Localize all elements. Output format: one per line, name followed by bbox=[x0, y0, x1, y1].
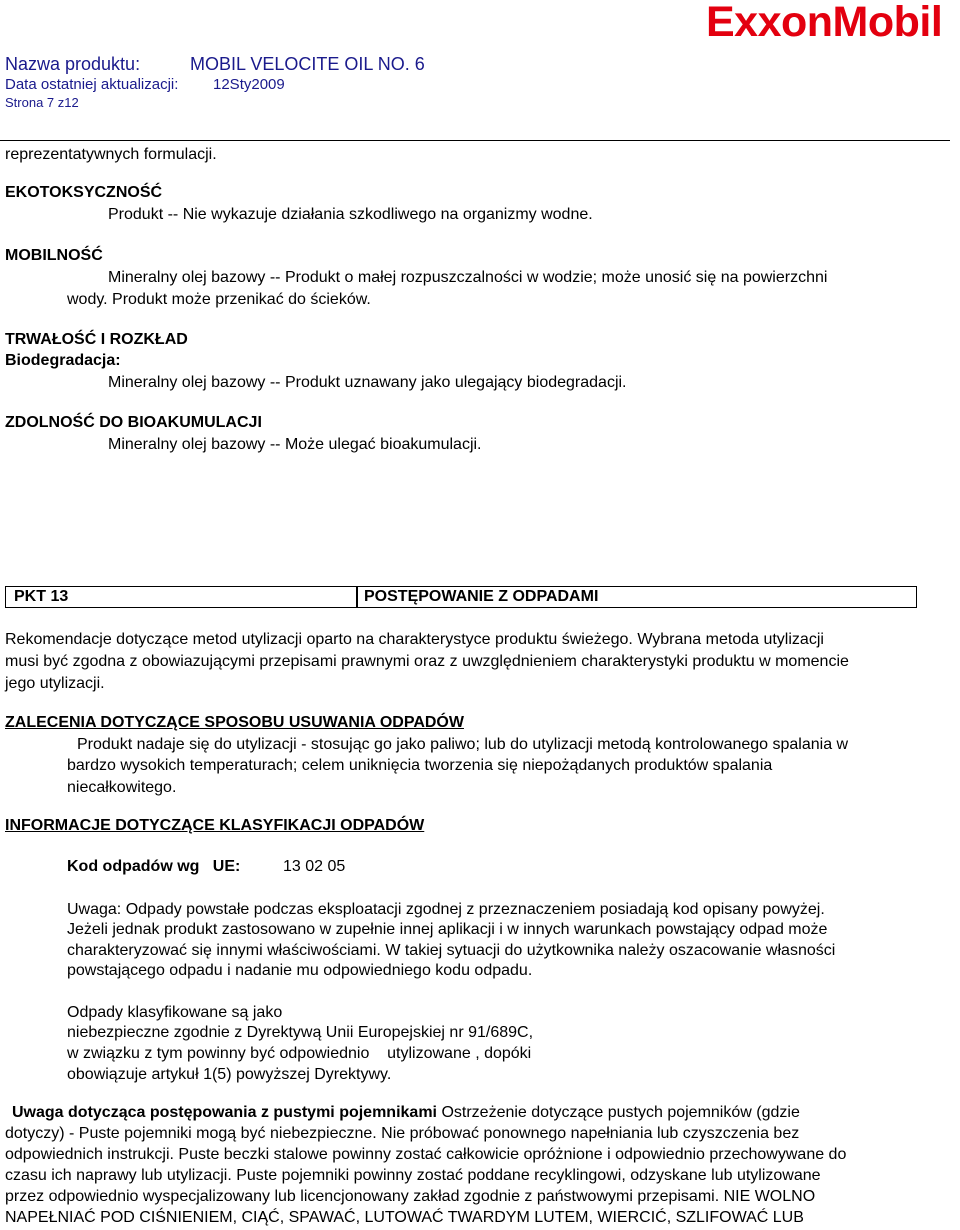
hazard-line-3: w związku z tym powinny być odpowiednio utylizowane , dopóki bbox=[67, 1045, 532, 1062]
disposal-line-1: Produkt nadaje się do utylizacji - stosując go jako paliwo; lub do utylizacji metodą kontrolowanego spalania w bbox=[77, 736, 849, 753]
containers-first-line bbox=[12, 1104, 800, 1122]
mobility-heading: MOBILNOŚĆ bbox=[5, 247, 103, 264]
waste-code-value: 13 02 05 bbox=[283, 858, 346, 875]
section-title: POSTĘPOWANIE Z ODPADAMI bbox=[364, 588, 599, 605]
hazard-line-4: obowiązuje artykuł 1(5) powyższej Dyrektywy. bbox=[67, 1066, 392, 1083]
header-divider bbox=[0, 140, 950, 141]
note-line-1: Uwaga: Odpady powstałe podczas eksploatacji zgodnej z przeznaczeniem posiadają kod opisany powyżej. bbox=[67, 901, 825, 918]
section-13-header bbox=[5, 586, 917, 608]
disposal-heading: ZALECENIA DOTYCZĄCE SPOSOBU USUWANIA ODPADÓW bbox=[5, 714, 464, 731]
note-line-2: Jeżeli jednak produkt zastosowano w zupełnie innej aplikacji i w innych warunkach powstający odpad może bbox=[67, 921, 828, 938]
ecotoxicity-text: Produkt -- Nie wykazuje działania szkodliwego na organizmy wodne. bbox=[108, 206, 593, 223]
persistence-heading: TRWAŁOŚĆ I ROZKŁAD bbox=[5, 331, 188, 348]
section-number: PKT 13 bbox=[14, 588, 69, 605]
disposal-line-3: niecałkowitego. bbox=[67, 779, 177, 796]
company-logo: ExxonMobil bbox=[706, 0, 943, 46]
waste-code-label: Kod odpadów wg UE: bbox=[67, 858, 241, 875]
section-13-line-1: Rekomendacje dotyczące metod utylizacji oparto na charakterystyce produktu świeżego. Wybrana metoda utylizacji bbox=[5, 631, 824, 648]
section-13-line-2: musi być zgodna z obowiazującymi przepisami prawnymi oraz z uwzględnieniem charakterystyki produktu w momencie bbox=[5, 653, 849, 670]
ecotoxicity-heading: EKOTOKSYCZNOŚĆ bbox=[5, 184, 163, 201]
page-number: Strona 7 z12 bbox=[5, 95, 79, 110]
section-header-divider bbox=[356, 587, 358, 607]
note-line-4: powstającego odpadu i nadanie mu odpowiedniego kodu odpadu. bbox=[67, 962, 533, 979]
mobility-line-2: wody. Produkt może przenikać do ścieków. bbox=[67, 291, 371, 308]
intro-line: reprezentatywnych formulacji. bbox=[5, 146, 217, 163]
containers-line-2: dotyczy) - Puste pojemniki mogą być niebezpieczne. Nie próbować ponownego napełniania lub czyszczenia bez bbox=[5, 1125, 800, 1142]
bioaccumulation-text: Mineralny olej bazowy -- Może ulegać bioakumulacji. bbox=[108, 436, 482, 453]
hazard-line-2: niebezpieczne zgodnie z Dyrektywą Unii Europejskiej nr 91/689C, bbox=[67, 1024, 534, 1041]
date-value: 12Sty2009 bbox=[213, 76, 285, 93]
classification-heading: INFORMACJE DOTYCZĄCE KLASYFIKACJI ODPADÓW bbox=[5, 817, 425, 834]
containers-line-6: NAPEŁNIAĆ POD CIŚNIENIEM, CIĄĆ, SPAWAĆ, LUTOWAĆ TWARDYM LUTEM, WIERCIĆ, SZLIFOWAĆ LUB bbox=[5, 1209, 804, 1226]
biodegradation-subheading: Biodegradacja: bbox=[5, 352, 121, 369]
date-label: Data ostatniej aktualizacji: bbox=[5, 76, 179, 93]
disposal-line-2: bardzo wysokich temperaturach; celem uniknięcia tworzenia się niepożądanych produktów spalania bbox=[67, 757, 773, 774]
product-name-label: Nazwa produktu: bbox=[5, 54, 141, 74]
mobility-line-1: Mineralny olej bazowy -- Produkt o małej rozpuszczalności w wodzie; może unosić się na powierzchni bbox=[108, 269, 828, 286]
containers-line-3: odpowiednich instrukcji. Puste beczki stalowe powinny zostać całkowicie opróżnione i odpowiednio przechowywane do bbox=[5, 1146, 847, 1163]
containers-first-line-text: Ostrzeżenie dotyczące pustych pojemników (gdzie bbox=[437, 1104, 800, 1121]
hazard-line-1: Odpady klasyfikowane są jako bbox=[67, 1004, 283, 1021]
containers-line-4: czasu ich naprawy lub utylizacji. Puste pojemniki powinny zostać poddane recyklingowi, odzyskane lub utylizowane bbox=[5, 1167, 821, 1184]
bioaccumulation-heading: ZDOLNOŚĆ DO BIOAKUMULACJI bbox=[5, 414, 262, 431]
note-line-3: charakteryzować się innymi właściwościami. W takiej sytuacji do użytkownika należy oszacowanie własności bbox=[67, 942, 836, 959]
biodegradation-text: Mineralny olej bazowy -- Produkt uznawany jako ulegający biodegradacji. bbox=[108, 374, 627, 391]
containers-heading: Uwaga dotycząca postępowania z pustymi pojemnikami bbox=[12, 1104, 437, 1121]
containers-line-5: przez odpowiednio wyspecjalizowany lub licencjonowany zakład zgodnie z państwowymi przepisami. NIE WOLNO bbox=[5, 1188, 816, 1205]
section-13-line-3: jego utylizacji. bbox=[5, 675, 105, 692]
product-name: MOBIL VELOCITE OIL NO. 6 bbox=[190, 54, 425, 74]
